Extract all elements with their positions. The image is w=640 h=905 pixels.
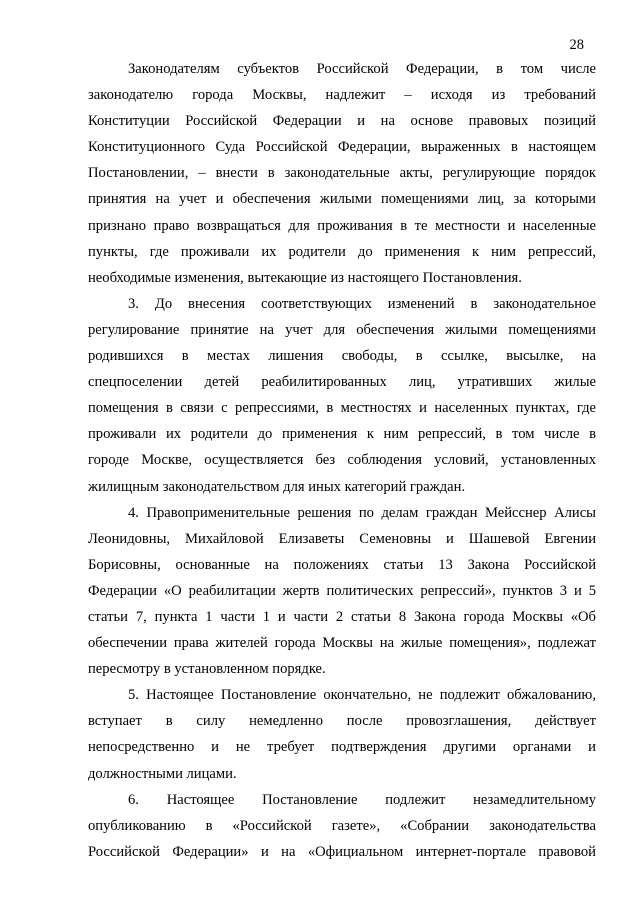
text-line: 6. Настоящее Постановление подлежит незамедлительному [128, 791, 596, 808]
text-line: 4. Правоприменительные решения по делам граждан Мейсснер Алисы [128, 504, 596, 521]
text-line: законодателю города Москвы, надлежит – исходя из требований [88, 87, 596, 104]
text-line: жилищным законодательством для иных категорий граждан. [88, 478, 466, 495]
text-line: Постановлении, – внести в законодательные акты, регулирующие порядок [88, 165, 596, 182]
text-line: необходимые изменения, вытекающие из настоящего Постановления. [88, 269, 522, 286]
paragraph [88, 682, 596, 786]
page-number: 28 [569, 37, 584, 53]
text-line: Конституции Российской Федерации и на основе правовых позиций [88, 113, 596, 130]
paragraph [88, 787, 596, 865]
text-line: Конституционного Суда Российской Федерации, выраженных в настоящем [88, 139, 596, 156]
text-line: пункты, где проживали их родители до применения к ним репрессий, [88, 243, 596, 260]
text-line: 3. До внесения соответствующих изменений в законодательное [128, 295, 596, 312]
text-line: пересмотру в установленном порядке. [88, 661, 326, 678]
text-line: принятия на учет и обеспечения жилыми помещениями лиц, за которыми [88, 191, 596, 208]
text-line: признано право возвращаться для проживания в те местности и населенные [88, 217, 596, 234]
text-line: регулирование принятие на учет для обеспечения жилыми помещениями [88, 321, 596, 338]
text-line: проживали их родители до применения к ним репрессий, в том числе в [88, 426, 596, 443]
text-line: городе Москве, осуществляется без соблюдения условий, установленных [88, 452, 596, 469]
text-line: непосредственно и не требует подтверждения другими органами и [88, 739, 596, 756]
text-line: вступает в силу немедленно после провозглашения, действует [88, 713, 596, 730]
text-line: статьи 7, пункта 1 части 1 и части 2 статьи 8 Закона города Москвы «Об [88, 608, 596, 625]
text-line: обеспечении права жителей города Москвы на жилые помещения», подлежат [88, 635, 596, 652]
text-line: Федерации «О реабилитации жертв политических репрессий», пунктов 3 и 5 [88, 582, 596, 599]
text-line: Законодателям субъектов Российской Федерации, в том числе [128, 61, 596, 77]
paragraph [88, 291, 596, 500]
text-line: спецпоселении детей реабилитированных лиц, утративших жилые [88, 374, 596, 391]
paragraph [88, 56, 596, 291]
paragraph [88, 500, 596, 683]
document-body [88, 56, 596, 865]
text-line: 5. Настоящее Постановление окончательно, не подлежит обжалованию, [128, 687, 596, 704]
text-line: Российской Федерации» и на «Официальном интернет-портале правовой [88, 843, 596, 860]
text-line: родившихся в местах лишения свободы, в ссылке, высылке, на [88, 348, 596, 365]
text-line: должностными лицами. [88, 765, 237, 782]
text-line: опубликованию в «Российской газете», «Собрании законодательства [88, 817, 596, 834]
text-line: Борисовны, основанные на положениях статьи 13 Закона Российской [88, 556, 596, 573]
text-line: помещения в связи с репрессиями, в местностях и населенных пунктах, где [88, 400, 596, 417]
text-line: Леонидовны, Михайловой Елизаветы Семеновны и Шашевой Евгении [88, 530, 596, 547]
